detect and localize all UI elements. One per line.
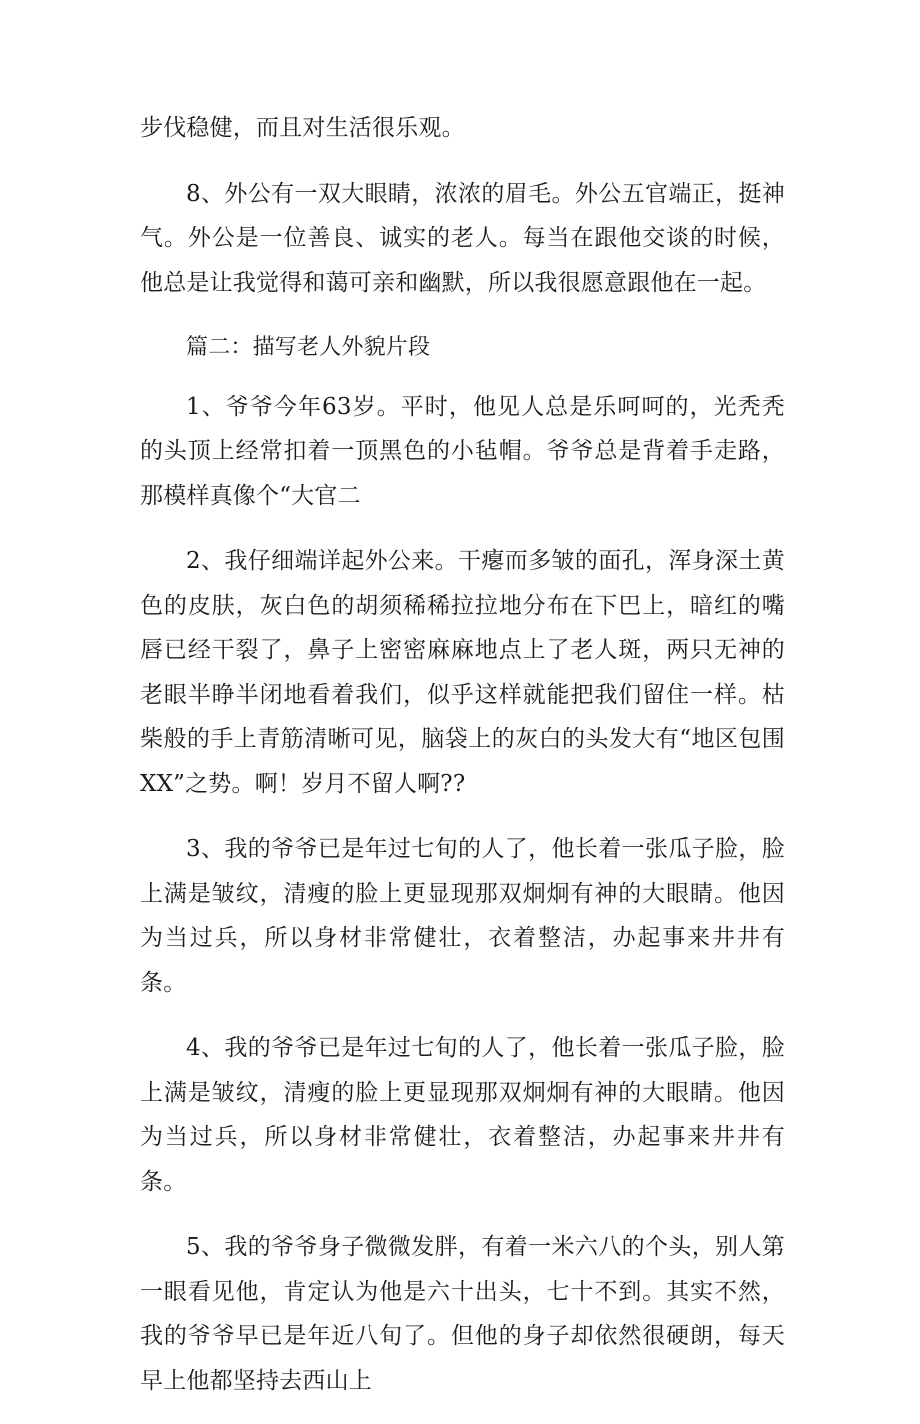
section-heading: 篇二：描写老人外貌片段 bbox=[186, 335, 431, 360]
paragraph-2: 2、我仔细端详起外公来。干瘪而多皱的面孔，浑身深土黄色的皮肤，灰白色的胡须稀稀拉拉地分布在下巴上，暗红的嘴唇已经干裂了，鼻子上密密麻麻地点上了老人斑，两只无神的老眼半睁半闭地看着我们，似乎这样就能把我们留住一样。枯柴般的手上青筋清晰可见，脑袋上的灰白的头发大有“地区包围XX”之势。啊！岁月不留人啊?? bbox=[140, 548, 785, 797]
paragraph-1: 1、爷爷今年63岁。平时，他见人总是乐呵呵的，光秃秃的头顶上经常扣着一顶黑色的小毡帽。爷爷总是背着手走路，那模样真像个“大官二 bbox=[140, 393, 785, 509]
paragraph-4: 4、我的爷爷已是年过七旬的人了，他长着一张瓜子脸，脸上满是皱纹，清瘦的脸上更显现那双炯炯有神的大眼睛。他因为当过兵，所以身材非常健壮，衣着整洁，办起事来井井有条。 bbox=[140, 1035, 785, 1195]
paragraph-continuation: 步伐稳健，而且对生活很乐观。 bbox=[140, 115, 465, 141]
paragraph-3: 3、我的爷爷已是年过七旬的人了，他长着一张瓜子脸，脸上满是皱纹，清瘦的脸上更显现那双炯炯有神的大眼睛。他因为当过兵，所以身材非常健壮，衣着整洁，办起事来井井有条。 bbox=[140, 836, 785, 996]
paragraph-5: 5、我的爷爷身子微微发胖，有着一米六八的个头，别人第一眼看见他，肯定认为他是六十出头，七十不到。其实不然，我的爷爷早已是年近八旬了。但他的身子却依然很硬朗，每天早上他都坚持去西山上 bbox=[140, 1234, 785, 1394]
paragraph-8: 8、外公有一双大眼睛，浓浓的眉毛。外公五官端正，挺神气。外公是一位善良、诚实的老人。每当在跟他交谈的时候，他总是让我觉得和蔼可亲和幽默，所以我很愿意跟他在一起。 bbox=[140, 180, 785, 296]
document-body bbox=[140, 106, 785, 1424]
